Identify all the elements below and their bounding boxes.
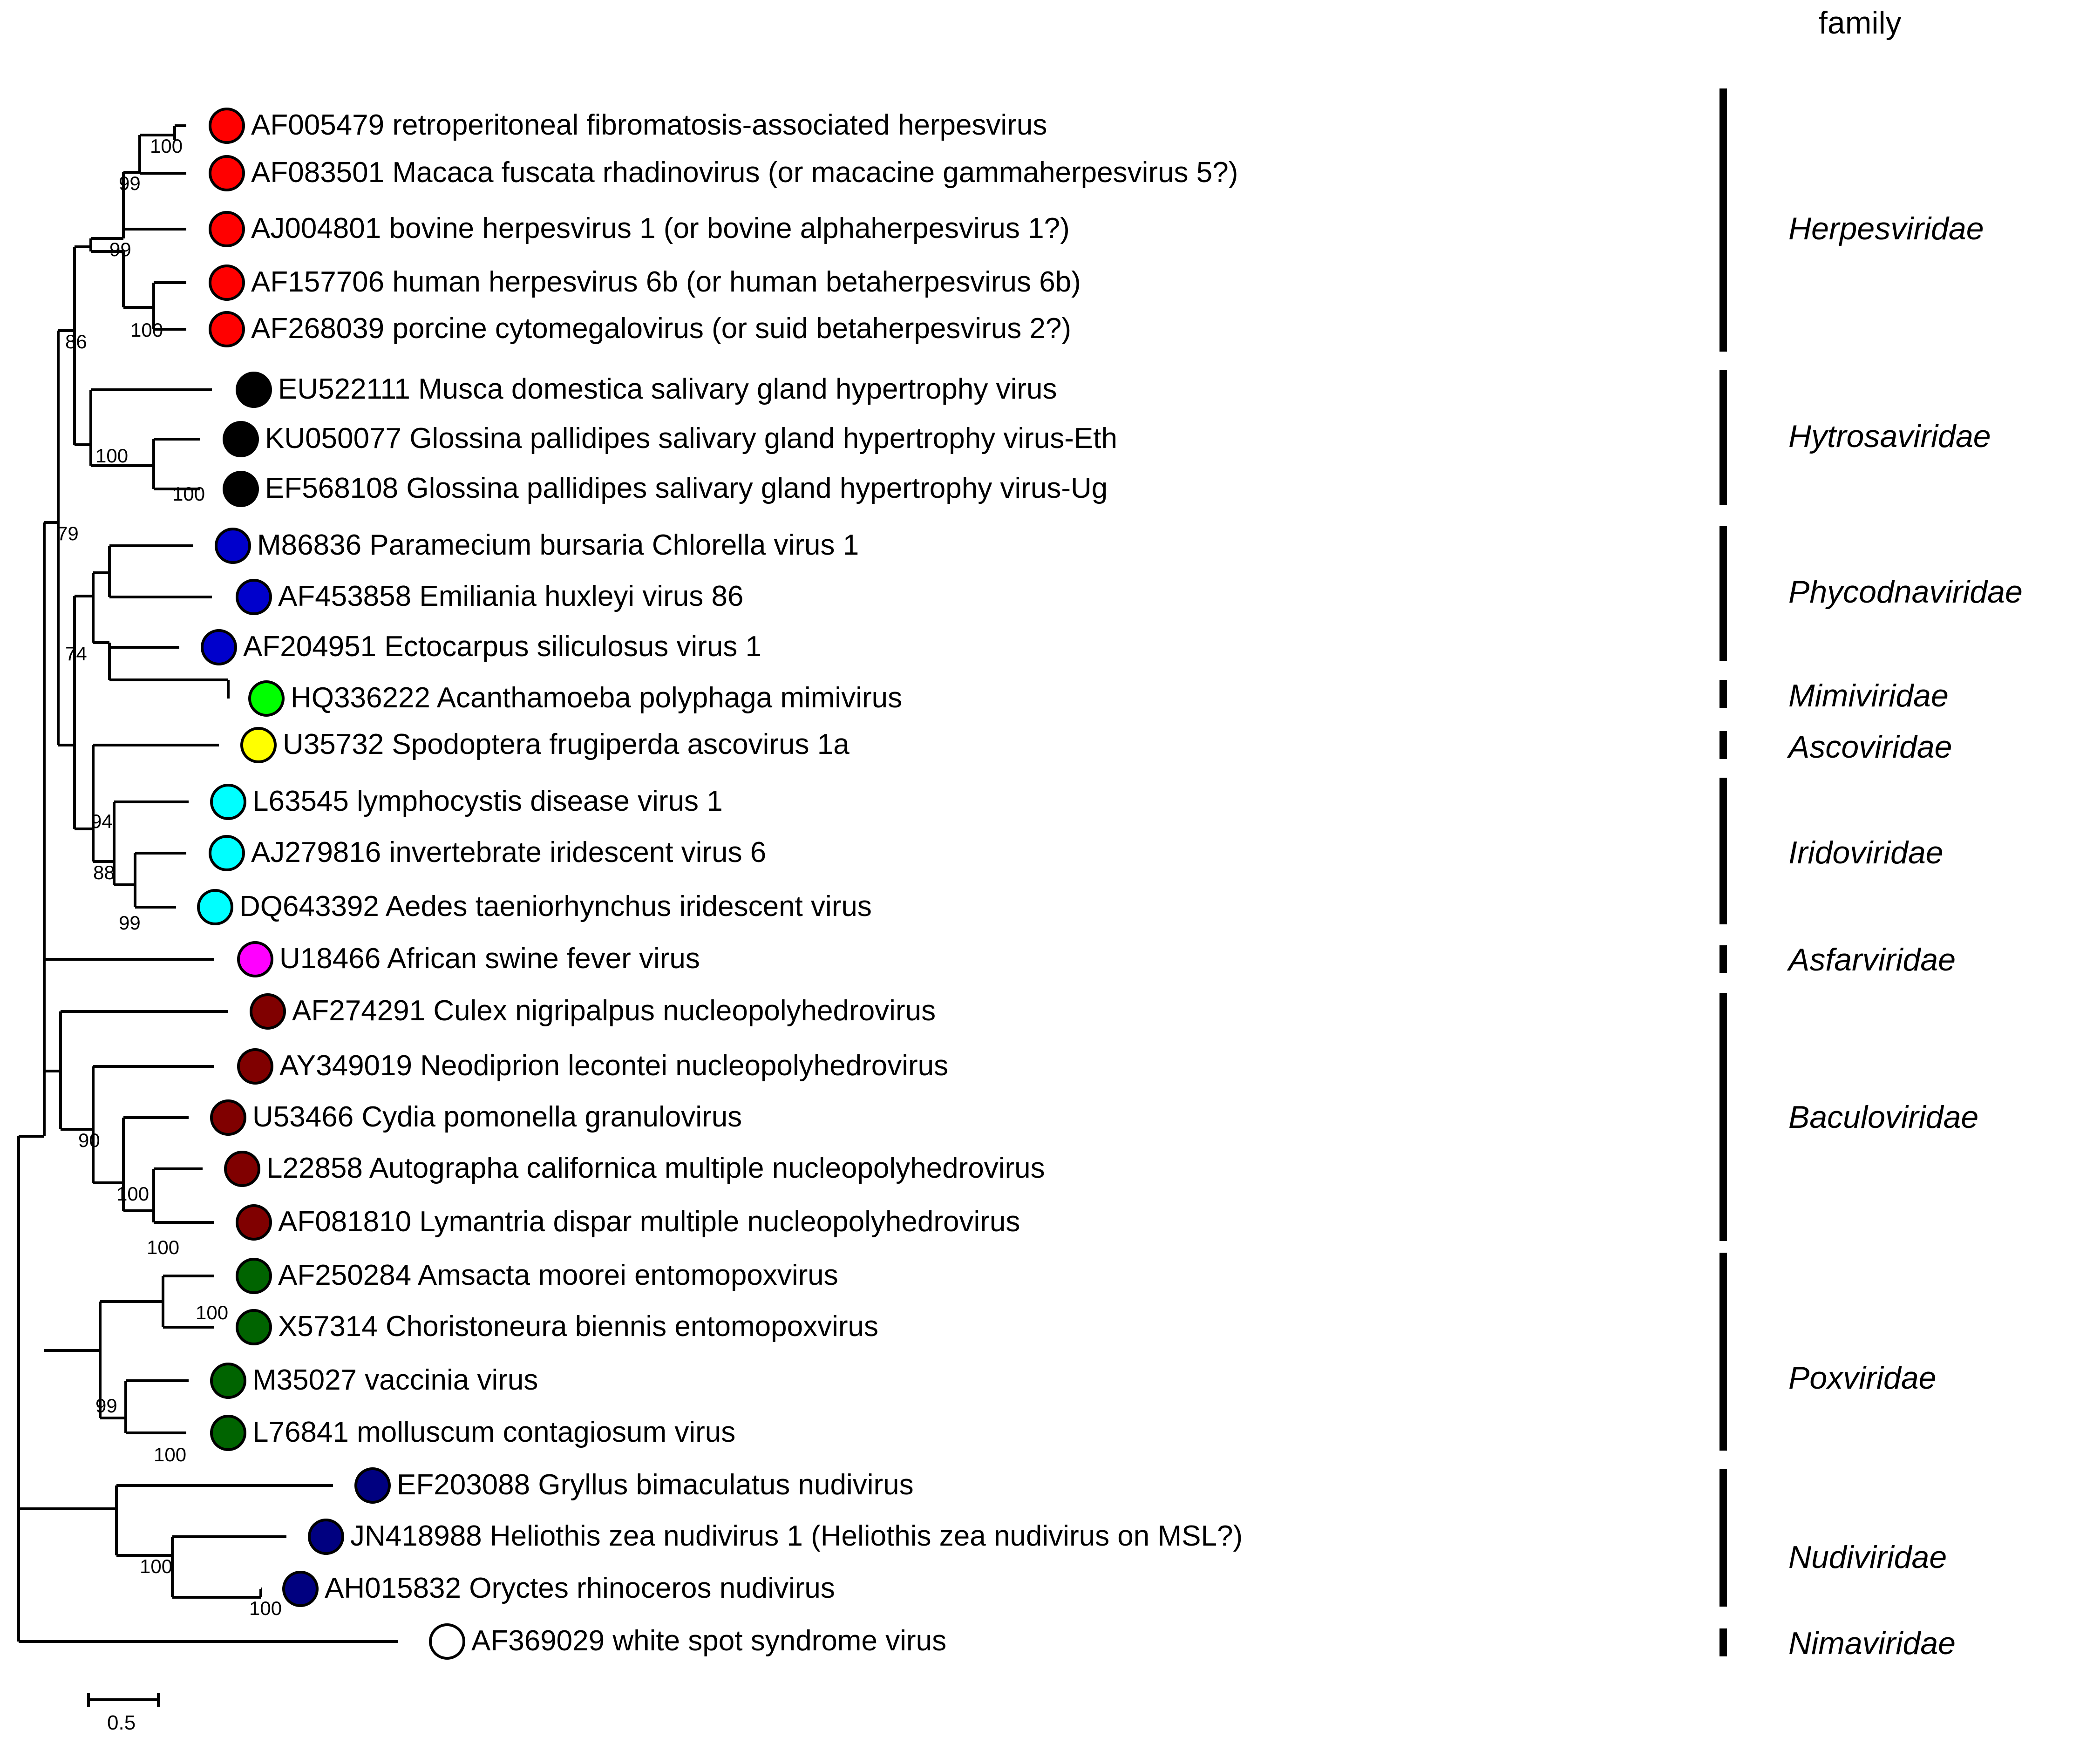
bootstrap-value: 100 <box>140 1555 173 1577</box>
bootstrap-value: 99 <box>119 912 141 934</box>
tip-marker <box>224 422 258 456</box>
taxon-label: U18466 African swine fever virus <box>279 943 700 975</box>
taxon-label: L63545 lymphocystis disease virus 1 <box>252 785 723 817</box>
tip-marker <box>237 580 271 614</box>
bootstrap-value: 100 <box>154 1444 187 1465</box>
bootstrap-value: 100 <box>95 445 129 467</box>
tip-marker <box>238 943 272 976</box>
family-label: Mimiviridae <box>1788 678 1949 713</box>
family-label: Nimaviridae <box>1788 1626 1956 1661</box>
bootstrap-value: 100 <box>130 319 163 341</box>
taxon-label: EU522111 Musca domestica salivary gland hypertrophy virus <box>278 373 1057 405</box>
taxon-label: U35732 Spodoptera frugiperda ascovirus 1a <box>283 728 850 760</box>
family-label: Baculoviridae <box>1788 1099 1979 1135</box>
bootstrap-value: 86 <box>65 331 87 353</box>
tip-marker <box>225 1152 259 1186</box>
taxon-label: AJ279816 invertebrate iridescent virus 6 <box>251 836 767 868</box>
taxon-label: U53466 Cydia pomonella granulovirus <box>252 1101 742 1133</box>
family-label: Phycodnaviridae <box>1788 574 2023 610</box>
taxon-label: M86836 Paramecium bursaria Chlorella virus 1 <box>257 529 859 561</box>
tip-marker <box>284 1572 317 1606</box>
taxon-label: AF453858 Emiliania huxleyi virus 86 <box>278 580 744 612</box>
tip-marker <box>211 1364 245 1397</box>
tip-marker <box>210 212 244 246</box>
taxon-label: AJ004801 bovine herpesvirus 1 (or bovine alphaherpesvirus 1?) <box>251 212 1070 244</box>
family-label: Ascoviridae <box>1788 729 1952 765</box>
bootstrap-value: 100 <box>249 1597 282 1619</box>
bootstrap-value: 74 <box>65 643 87 665</box>
taxon-label: KU050077 Glossina pallidipes salivary gland hypertrophy virus-Eth <box>265 422 1117 455</box>
tip-marker <box>237 373 271 407</box>
taxon-label: AF005479 retroperitoneal fibromatosis-associated herpesvirus <box>251 109 1047 141</box>
taxon-label: AF157706 human herpesvirus 6b (or human betaherpesvirus 6b) <box>251 266 1081 298</box>
bootstrap-value: 100 <box>172 483 205 505</box>
taxon-label: AF081810 Lymantria dispar multiple nucleopolyhedrovirus <box>278 1206 1020 1238</box>
bootstrap-value: 79 <box>57 522 79 544</box>
tip-marker <box>202 631 236 664</box>
tip-marker <box>210 266 244 299</box>
scale-bar-label: 0.5 <box>107 1711 136 1734</box>
family-label: Asfarviridae <box>1788 942 1956 977</box>
taxon-label: DQ643392 Aedes taeniorhynchus iridescent virus <box>239 890 872 923</box>
bootstrap-value: 99 <box>109 238 131 260</box>
family-label: Herpesviridae <box>1788 211 1984 246</box>
taxon-label: AF274291 Culex nigripalpus nucleopolyhedrovirus <box>292 995 936 1027</box>
taxon-label: AF369029 white spot syndrome virus <box>471 1625 947 1657</box>
tip-marker <box>309 1520 343 1553</box>
tip-marker <box>211 1416 245 1450</box>
taxon-label: EF203088 Gryllus bimaculatus nudivirus <box>397 1469 914 1501</box>
taxon-label: X57314 Choristoneura biennis entomopoxvirus <box>278 1310 879 1343</box>
bootstrap-value: 99 <box>95 1395 117 1417</box>
taxon-label: M35027 vaccinia virus <box>252 1364 538 1396</box>
family-label: Hytrosaviridae <box>1788 419 1991 454</box>
tip-marker <box>198 890 232 924</box>
tip-marker <box>211 1101 245 1134</box>
tip-marker <box>224 472 258 506</box>
bootstrap-value: 100 <box>196 1302 229 1323</box>
bootstrap-value: 100 <box>150 135 183 157</box>
tip-marker <box>210 109 244 142</box>
family-label: Poxviridae <box>1788 1360 1937 1396</box>
taxon-label: AF204951 Ectocarpus siliculosus virus 1 <box>243 631 762 663</box>
tip-marker <box>356 1469 389 1502</box>
taxon-label: AY349019 Neodiprion lecontei nucleopolyhedrovirus <box>279 1050 949 1082</box>
taxon-label: AH015832 Oryctes rhinoceros nudivirus <box>325 1572 835 1604</box>
taxon-label: HQ336222 Acanthamoeba polyphaga mimivirus <box>291 682 903 714</box>
taxon-label: JN418988 Heliothis zea nudivirus 1 (Heliothis zea nudivirus on MSL?) <box>350 1520 1243 1552</box>
taxon-label: AF083501 Macaca fuscata rhadinovirus (or macacine gammaherpesvirus 5?) <box>251 156 1238 189</box>
tip-marker <box>210 836 244 870</box>
tip-marker <box>210 156 244 190</box>
family-column-header: family <box>1819 5 1902 41</box>
tip-marker <box>210 312 244 346</box>
tip-marker <box>237 1206 271 1239</box>
tip-marker <box>430 1625 464 1658</box>
bootstrap-value: 100 <box>116 1183 150 1205</box>
tip-marker <box>250 682 283 715</box>
bootstrap-value: 99 <box>119 172 141 194</box>
tip-marker <box>211 785 245 819</box>
family-label: Nudiviridae <box>1788 1540 1947 1575</box>
taxon-label: AF268039 porcine cytomegalovirus (or suid betaherpesvirus 2?) <box>251 312 1072 345</box>
tip-marker <box>251 995 285 1028</box>
tip-marker <box>237 1310 271 1344</box>
tip-marker <box>238 1050 272 1083</box>
tip-marker <box>237 1259 271 1293</box>
taxon-label: EF568108 Glossina pallidipes salivary gland hypertrophy virus-Ug <box>265 472 1108 504</box>
tip-marker <box>242 728 275 762</box>
bootstrap-value: 100 <box>147 1236 180 1258</box>
family-label: Iridoviridae <box>1788 835 1944 870</box>
bootstrap-value: 88 <box>93 862 115 883</box>
taxon-label: L76841 molluscum contagiosum virus <box>252 1416 736 1448</box>
bootstrap-value: 94 <box>91 810 113 832</box>
taxon-label: L22858 Autographa californica multiple nucleopolyhedrovirus <box>266 1152 1045 1184</box>
tip-marker <box>216 529 250 563</box>
bootstrap-value: 90 <box>78 1129 100 1151</box>
taxon-label: AF250284 Amsacta moorei entomopoxvirus <box>278 1259 838 1291</box>
